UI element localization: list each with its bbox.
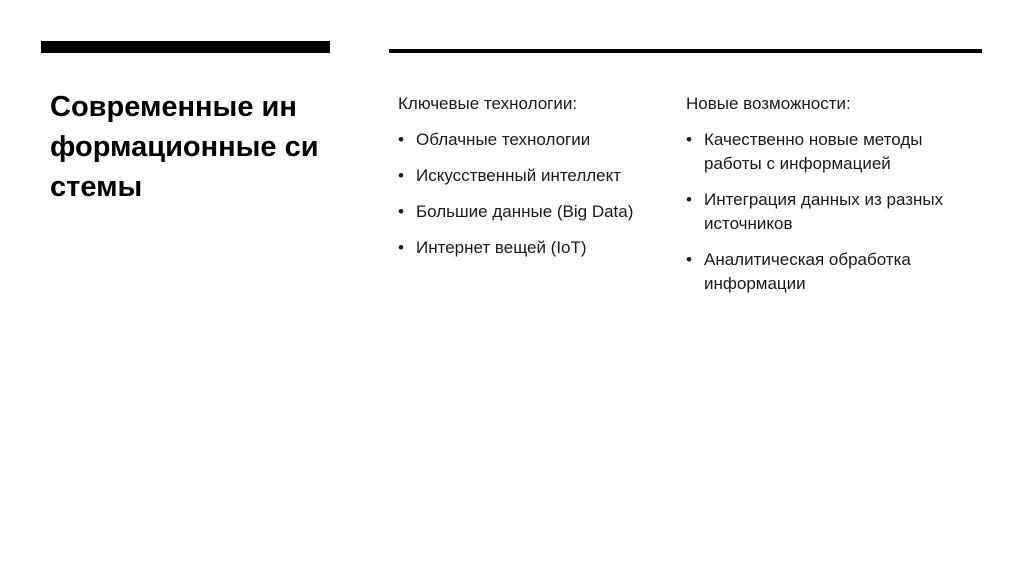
new-opportunities-column [686, 92, 956, 308]
list-item-text: Интеграция данных из разных источников [704, 190, 944, 233]
key-technologies-heading: Ключевые технологии: [398, 94, 578, 113]
list-item [686, 248, 956, 296]
list-item-text: Аналитическая обработка информации [704, 250, 911, 293]
list-item [398, 164, 668, 188]
bullet-icon: • [398, 238, 404, 257]
list-item [398, 200, 668, 224]
new-opportunities-heading: Новые возможности: [686, 94, 851, 113]
bullet-icon: • [398, 130, 404, 149]
content-divider-line [389, 49, 982, 53]
list-item-text: Искусственный интеллект [416, 166, 622, 185]
title-accent-bar [41, 41, 330, 53]
list-item [398, 128, 668, 152]
new-opportunities-list [686, 128, 956, 296]
list-item-text: Интернет вещей (IoT) [416, 238, 587, 257]
list-item [686, 128, 956, 176]
list-item-text: Облачные технологии [416, 130, 591, 149]
bullet-icon: • [686, 190, 692, 209]
bullet-icon: • [398, 202, 404, 221]
key-technologies-column [398, 92, 668, 272]
bullet-icon: • [398, 166, 404, 185]
slide-title: Современные информационные системы [50, 91, 319, 203]
list-item [686, 188, 956, 236]
list-item [398, 236, 668, 260]
list-item-text: Большие данные (Big Data) [416, 202, 634, 221]
key-technologies-list [398, 128, 668, 260]
bullet-icon: • [686, 250, 692, 269]
list-item-text: Качественно новые методы работы с информацией [704, 130, 923, 173]
bullet-icon: • [686, 130, 692, 149]
